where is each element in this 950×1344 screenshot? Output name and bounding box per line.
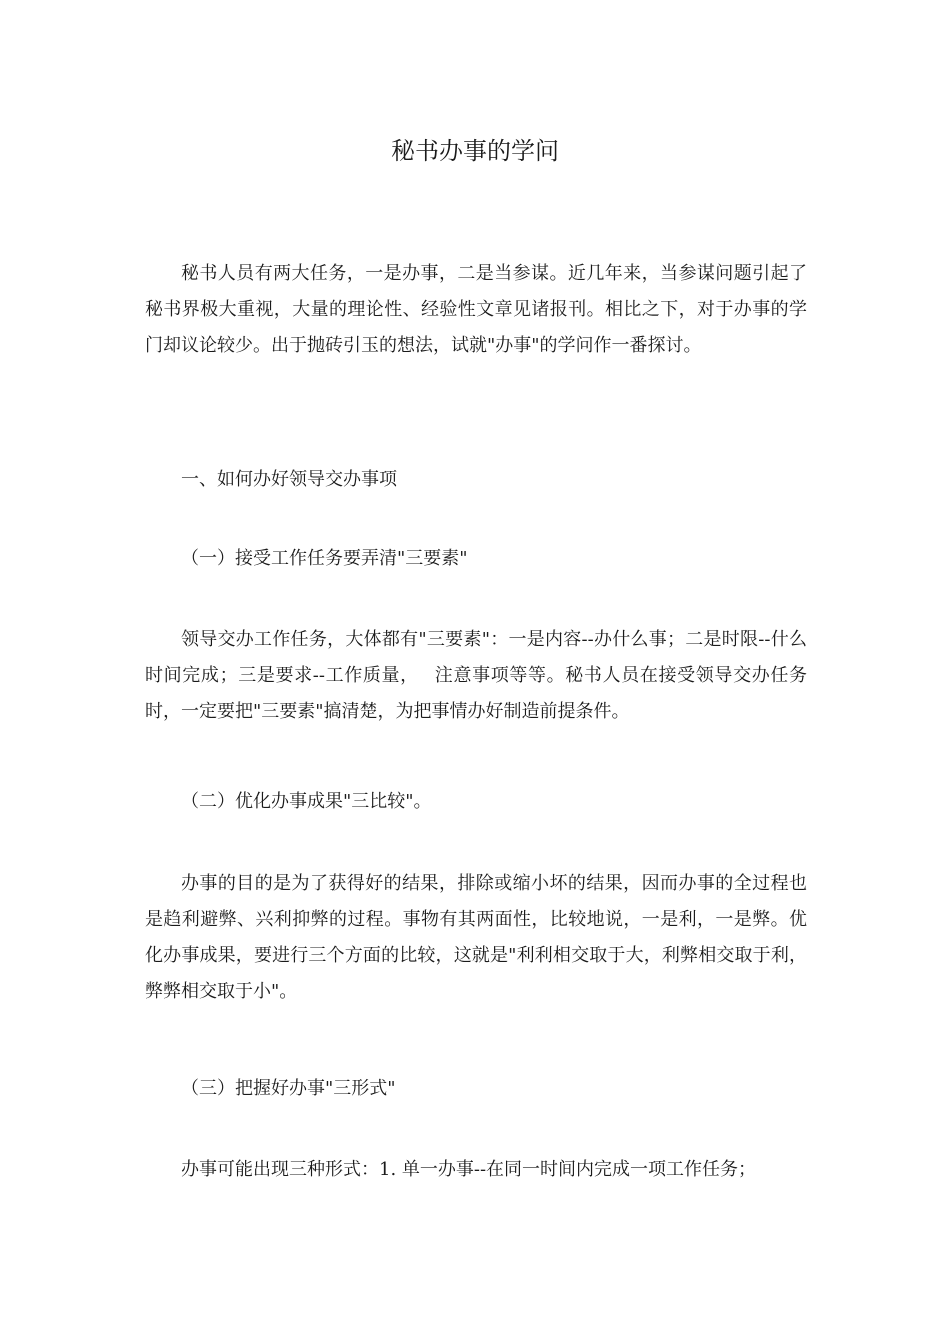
subsection-3-body: 办事可能出现三种形式：1. 单一办事--在同一时间内完成一项工作任务； — [181, 1159, 757, 1180]
intro-paragraph: 秘书人员有两大任务，一是办事，二是当参谋。近几年来，当参谋问题引起了秘书界极大重视，大量的理论性、经验性文章见诸报刊。相比之下，对于办事的学门却议论较少。出于抛砖引玉的想法，试就"办事"的学问作一番探讨。 — [145, 263, 807, 356]
subsection-1-heading: （一）接受工作任务要弄清"三要素" — [181, 548, 468, 569]
subsection-1-body: 领导交办工作任务，大体都有"三要素"：一是内容--办什么事；二是时限--什么时间完成；三是要求--工作质量， 注意事项等等。秘书人员在接受领导交办任务时，一定要把"三要素"搞清楚，为把事情办好制造前提条件。 — [145, 629, 807, 722]
document-title: 秘书办事的学问 — [391, 137, 559, 165]
section-1-heading: 一、如何办好领导交办事项 — [181, 469, 397, 490]
subsection-3-heading: （三）把握好办事"三形式" — [181, 1078, 396, 1099]
subsection-2-body: 办事的目的是为了获得好的结果，排除或缩小坏的结果，因而办事的全过程也是趋利避弊、兴利抑弊的过程。事物有其两面性，比较地说，一是利，一是弊。优化办事成果，要进行三个方面的比较，这就是"利利相交取于大，利弊相交取于利，弊弊相交取于小"。 — [145, 873, 807, 1002]
subsection-2-heading: （二）优化办事成果"三比较"。 — [181, 791, 432, 812]
